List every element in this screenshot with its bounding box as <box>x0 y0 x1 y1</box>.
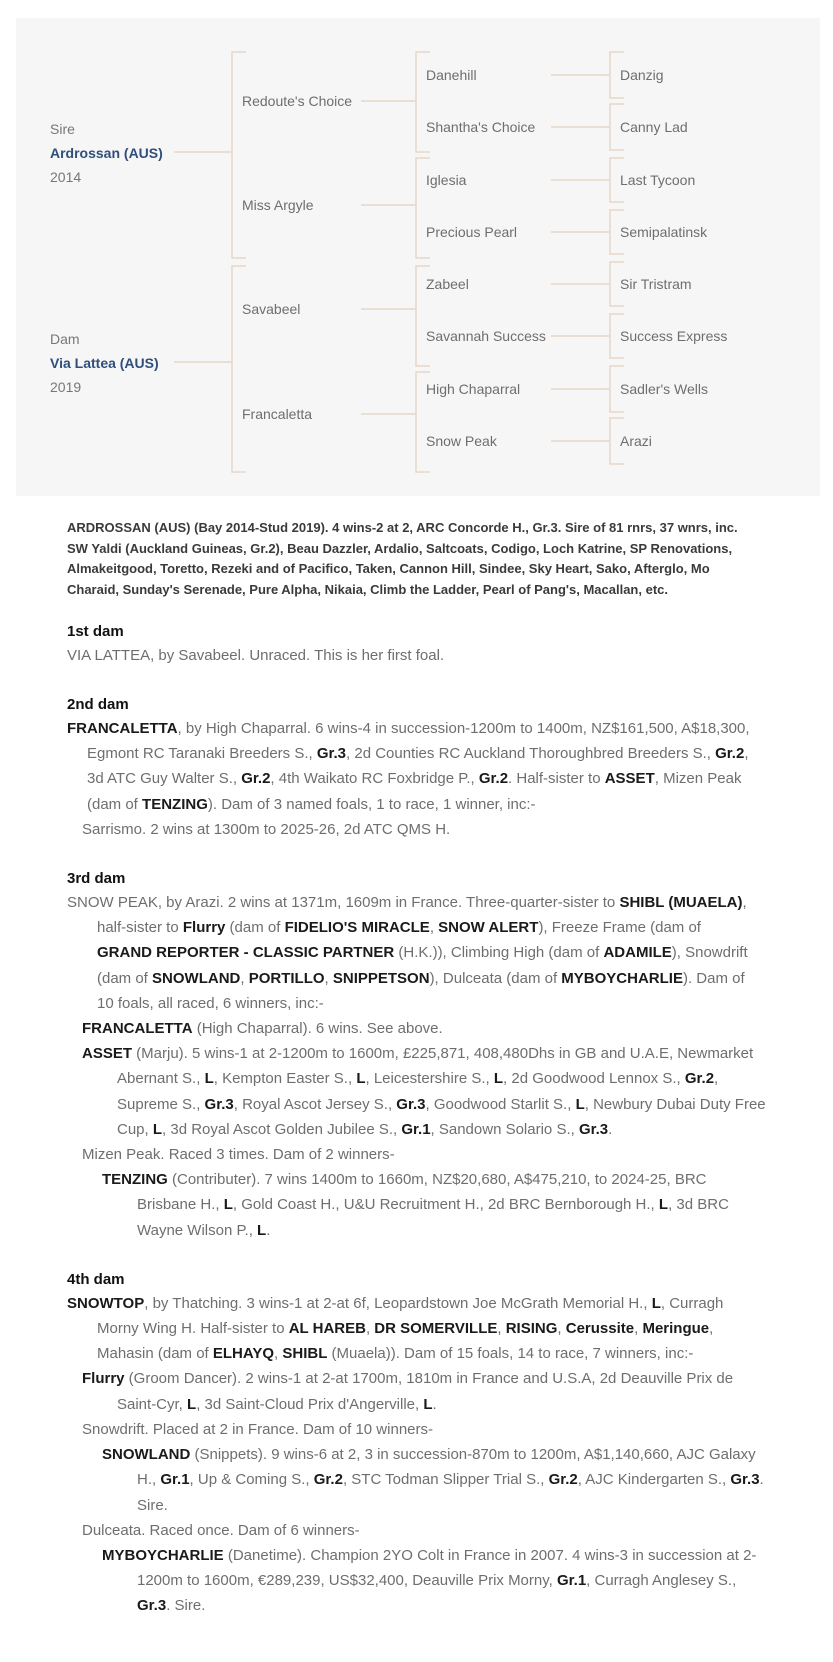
text-segment: Mahasin (dam of <box>97 1345 213 1363</box>
text-segment: , <box>744 745 749 763</box>
gen4-ancestor: Sadler's Wells <box>620 381 708 397</box>
dam-year: 2019 <box>50 379 82 395</box>
dam-label: Dam <box>50 331 80 347</box>
highlighted-name: L <box>493 1070 504 1088</box>
text-segment: Brisbane H., <box>137 1196 224 1214</box>
text-segment: , Curragh <box>660 1294 724 1312</box>
text-segment: , Curragh Anglesey S., <box>586 1572 737 1590</box>
highlighted-name: SHIBL (MUAELA) <box>619 894 743 912</box>
female-family-sections <box>67 623 767 1619</box>
text-segment: (Snippets). 9 wins-6 at 2, 3 in succession-870m to 1200m, A$1,140,660, AJC Galaxy <box>190 1446 756 1464</box>
text-segment: (dam of <box>87 795 143 813</box>
pedigree-text-line <box>67 890 767 915</box>
highlighted-name: L <box>575 1095 585 1113</box>
text-segment: ), Dulceata (dam of <box>429 969 562 987</box>
pedigree-text-line <box>67 716 767 741</box>
text-segment: . <box>759 1471 764 1489</box>
highlighted-name: Gr.3 <box>578 1120 609 1138</box>
text-segment: Mizen Peak. Raced 3 times. Dam of 2 winners- <box>82 1146 395 1164</box>
text-segment: , <box>709 1320 714 1338</box>
text-segment: . <box>266 1221 271 1239</box>
pedigree-text-line <box>67 1417 767 1442</box>
text-segment: , <box>274 1345 283 1363</box>
grandsire-dam-side: Savabeel <box>242 301 301 317</box>
highlighted-name: SHIBL <box>282 1345 328 1363</box>
text-segment: 3d ATC Guy Walter S., <box>87 770 242 788</box>
grandsire-sire-side: Redoute's Choice <box>242 93 353 109</box>
text-segment: Wayne Wilson P., <box>137 1221 258 1239</box>
pedigree-text-line <box>67 1218 767 1243</box>
gen3-ancestor: High Chaparral <box>426 381 521 397</box>
highlighted-name: TENZING <box>102 1171 168 1189</box>
text-segment: , 3d Royal Ascot Golden Jubilee S., <box>162 1120 402 1138</box>
pedigree-text-line <box>67 1442 767 1467</box>
text-segment: , by High Chaparral. 6 wins-4 in succession-1200m to 1400m, NZ$161,500, A$18,300, <box>177 720 750 738</box>
text-segment: , <box>240 969 249 987</box>
text-segment: . Half-sister to <box>508 770 605 788</box>
text-segment: , Gold Coast H., U&U Recruitment H., 2d BRC Bernborough H., <box>232 1196 659 1214</box>
highlighted-name: ASSET <box>604 770 655 788</box>
text-segment: , AJC Kindergarten S., <box>577 1471 731 1489</box>
text-segment: Sire. <box>137 1496 168 1514</box>
text-segment: , <box>714 1070 719 1088</box>
gen4-ancestor: Success Express <box>620 328 728 344</box>
pedigree-text-line <box>67 817 767 842</box>
text-segment: , <box>557 1320 566 1338</box>
highlighted-name: FIDELIO'S MIRACLE <box>284 919 430 937</box>
pedigree-bracket-lines <box>16 18 820 496</box>
gen4-ancestor: Last Tycoon <box>620 172 696 188</box>
text-segment: Saint-Cyr, <box>117 1395 188 1413</box>
gen3-ancestor: Savannah Success <box>426 328 546 344</box>
pedigree-text-line <box>67 1392 767 1417</box>
highlighted-name: Cerussite <box>565 1320 635 1338</box>
text-segment: , Kempton Easter S., <box>213 1070 357 1088</box>
text-segment: (Muaela)). Dam of 15 foals, 14 to race, 7 winners, inc:- <box>327 1345 694 1363</box>
highlighted-name: Gr.3 <box>316 745 347 763</box>
highlighted-name: FRANCALETTA <box>82 1020 193 1038</box>
highlighted-name: Meringue <box>642 1320 710 1338</box>
highlighted-name: SNOWLAND <box>102 1446 191 1464</box>
highlighted-name: L <box>152 1120 163 1138</box>
sire-label: Sire <box>50 121 75 137</box>
text-segment: . Sire. <box>166 1597 206 1615</box>
text-segment: , <box>634 1320 643 1338</box>
highlighted-name: DR SOMERVILLE <box>374 1320 498 1338</box>
text-segment: , 2d Counties RC Auckland Thoroughbred Breeders S., <box>346 745 716 763</box>
dam-section-title: 3rd dam <box>67 870 126 888</box>
highlighted-name: L <box>423 1395 433 1413</box>
highlighted-name: Gr.2 <box>715 745 745 763</box>
text-segment: , Up & Coming S., <box>189 1471 314 1489</box>
highlighted-name: PORTILLO <box>248 969 325 987</box>
highlighted-name: Flurry <box>82 1370 125 1388</box>
text-segment: , 2d Goodwood Lennox S., <box>503 1070 685 1088</box>
highlighted-name: Gr.3 <box>137 1597 167 1615</box>
pedigree-chart <box>16 18 820 496</box>
highlighted-name: L <box>651 1294 661 1312</box>
text-segment: , 4th Waikato RC Foxbridge P., <box>270 770 479 788</box>
highlighted-name: Gr.3 <box>204 1095 234 1113</box>
highlighted-name: L <box>187 1395 197 1413</box>
text-segment: , <box>497 1320 506 1338</box>
dam-section-title: 2nd dam <box>67 696 129 714</box>
text-segment: (dam of <box>225 919 285 937</box>
text-segment: , Mizen Peak <box>654 770 742 788</box>
highlighted-name: TENZING <box>142 795 208 813</box>
pedigree-text-line <box>67 1316 767 1341</box>
pedigree-text-line <box>67 1167 767 1192</box>
granddam-dam-side: Francaletta <box>242 406 313 422</box>
text-segment: Abernant S., <box>117 1070 205 1088</box>
highlighted-name: L <box>356 1070 366 1088</box>
granddam-sire-side: Miss Argyle <box>242 197 314 213</box>
pedigree-text-line <box>67 1518 767 1543</box>
pedigree-text-line <box>67 1543 767 1568</box>
dam-section <box>67 1271 767 1619</box>
highlighted-name: SNOWLAND <box>152 969 241 987</box>
gen3-ancestor: Snow Peak <box>426 433 497 449</box>
pedigree-text-line <box>67 1066 767 1091</box>
text-segment: , 3d BRC <box>668 1196 729 1214</box>
text-segment: Cup, <box>117 1120 153 1138</box>
pedigree-text-line <box>67 966 767 991</box>
pedigree-text-line <box>67 1092 767 1117</box>
highlighted-name: L <box>257 1221 267 1239</box>
highlighted-name: Gr.2 <box>548 1471 578 1489</box>
highlighted-name: Gr.2 <box>684 1070 715 1088</box>
highlighted-name: ADAMILE <box>603 944 672 962</box>
pedigree-text-line <box>67 1041 767 1066</box>
sire-summary-line: ARDROSSAN (AUS) (Bay 2014-Stud 2019). 4 wins-2 at 2, ARC Concorde H., Gr.3. Sire of 81 rnrs, 37 wnrs, inc. <box>67 520 738 535</box>
text-segment: (Contributer). 7 wins 1400m to 1660m, NZ$20,680, A$475,210, to 2024-25, BRC <box>167 1171 707 1189</box>
text-segment: (H.K.)), Climbing High (dam of <box>394 944 604 962</box>
pedigree-text-line <box>67 1142 767 1167</box>
sire-summary-line: SW Yaldi (Auckland Guineas, Gr.2), Beau Dazzler, Ardalio, Saltcoats, Codigo, Loch Katrine, SP Renovations, <box>67 540 733 556</box>
pedigree-text-line <box>67 1291 767 1316</box>
text-segment: , Leicestershire S., <box>365 1070 494 1088</box>
highlighted-name: L <box>204 1070 214 1088</box>
highlighted-name: Gr.2 <box>478 770 509 788</box>
dam-section-title: 4th dam <box>67 1270 125 1288</box>
dam-section <box>67 870 767 1243</box>
pedigree-text-line <box>67 940 767 965</box>
sire-summary <box>67 518 767 601</box>
text-segment: . <box>608 1120 613 1138</box>
text-segment: Snowdrift. Placed at 2 in France. Dam of 10 winners- <box>82 1420 433 1438</box>
highlighted-name: Gr.1 <box>556 1572 587 1590</box>
gen4-ancestor: Semipalatinsk <box>620 224 708 240</box>
gen3-ancestor: Precious Pearl <box>426 224 518 240</box>
text-segment: (Marju). 5 wins-1 at 2-1200m to 1600m, £225,871, 408,480Dhs in GB and U.A.E, Newmarket <box>132 1045 754 1063</box>
pedigree-text-line <box>67 1016 767 1041</box>
text-segment: , <box>365 1320 375 1338</box>
pedigree-text-line <box>67 1493 767 1518</box>
sire-name-link[interactable]: Ardrossan (AUS) <box>50 145 163 161</box>
highlighted-name: Gr.1 <box>160 1471 190 1489</box>
text-segment: H., <box>137 1471 161 1489</box>
pedigree-text-line <box>67 1467 767 1492</box>
pedigree-text-line <box>67 1568 767 1593</box>
highlighted-name: Gr.2 <box>313 1471 343 1489</box>
pedigree-text-line <box>67 741 767 766</box>
text-segment: , Goodwood Starlit S., <box>425 1095 576 1113</box>
pedigree-text-line <box>67 792 767 817</box>
gen3-ancestor: Danehill <box>426 67 477 83</box>
text-segment: , <box>429 919 439 937</box>
highlighted-name: SNIPPETSON <box>332 969 430 987</box>
highlighted-name: AL HAREB <box>288 1320 366 1338</box>
text-segment: (dam of <box>97 969 153 987</box>
gen4-ancestor: Canny Lad <box>620 119 688 135</box>
text-segment: VIA LATTEA, by Savabeel. Unraced. This is her first foal. <box>67 646 445 664</box>
gen4-ancestor: Arazi <box>620 433 652 449</box>
highlighted-name: L <box>658 1196 669 1214</box>
highlighted-name: L <box>223 1196 233 1214</box>
text-segment: (Danetime). Champion 2YO Colt in France in 2007. 4 wins-3 in succession at 2- <box>223 1546 757 1564</box>
sire-summary-line: Almakeitgood, Toretto, Rezeki and of Pacifico, Taken, Cannon Hill, Sindee, Sky Heart, Sako, Afterglo, Mo <box>67 561 710 577</box>
pedigree-text-line <box>67 766 767 791</box>
text-segment: ). Dam of 3 named foals, 1 to race, 1 winner, inc:- <box>207 795 536 813</box>
text-segment: half-sister to <box>97 919 183 937</box>
highlighted-name: FRANCALETTA <box>67 720 178 738</box>
highlighted-name: MYBOYCHARLIE <box>561 969 683 987</box>
highlighted-name: GRAND REPORTER - CLASSIC PARTNER <box>97 944 395 962</box>
highlighted-name: Gr.1 <box>401 1120 431 1138</box>
highlighted-name: Gr.2 <box>241 770 271 788</box>
text-segment: Sarrismo. 2 wins at 1300m to 2025-26, 2d ATC QMS H. <box>82 820 451 838</box>
highlighted-name: RISING <box>505 1320 558 1338</box>
dam-name-link[interactable]: Via Lattea (AUS) <box>50 355 159 371</box>
sire-summary-line: Charaid, Sunday's Serenade, Pure Alpha, Nikaia, Climb the Ladder, Pearl of Pang's, Macallan, etc. <box>67 582 669 598</box>
text-segment: Morny Wing H. Half-sister to <box>97 1320 289 1338</box>
text-segment: , <box>742 894 747 912</box>
highlighted-name: Gr.3 <box>730 1471 760 1489</box>
catalogue-page-body <box>67 518 767 1619</box>
gen3-ancestor: Zabeel <box>426 276 469 292</box>
text-segment: , <box>324 969 333 987</box>
text-segment: ). Dam of <box>682 969 745 987</box>
gen4-ancestor: Danzig <box>620 67 664 83</box>
highlighted-name: MYBOYCHARLIE <box>102 1546 224 1564</box>
gen3-ancestor: Shantha's Choice <box>426 119 536 135</box>
text-segment: Egmont RC Taranaki Breeders S., <box>87 745 317 763</box>
text-segment: , Sandown Solario S., <box>430 1120 579 1138</box>
pedigree-text-line <box>67 915 767 940</box>
pedigree-text-line <box>67 643 767 668</box>
text-segment: , 3d Saint-Cloud Prix d'Angerville, <box>196 1395 424 1413</box>
highlighted-name: SNOWTOP <box>67 1294 145 1312</box>
text-segment: SNOW PEAK, by Arazi. 2 wins at 1371m, 1609m in France. Three-quarter-sister to <box>67 894 620 912</box>
gen3-ancestor: Iglesia <box>426 172 467 188</box>
text-segment: ), Snowdrift <box>671 944 748 962</box>
text-segment: (High Chaparral). 6 wins. See above. <box>192 1020 443 1038</box>
text-segment: . <box>432 1395 437 1413</box>
text-segment: , Newbury Dubai Duty Free <box>584 1095 766 1113</box>
pedigree-text-line <box>67 1366 767 1391</box>
highlighted-name: SNOW ALERT <box>438 919 539 937</box>
pedigree-text-line <box>67 1593 767 1618</box>
text-segment: ), Freeze Frame (dam of <box>538 919 701 937</box>
text-segment: Dulceata. Raced once. Dam of 6 winners- <box>82 1521 360 1539</box>
text-segment: (Groom Dancer). 2 wins-1 at 2-at 1700m, 1810m in France and U.S.A, 2d Deauville Prix de <box>124 1370 734 1388</box>
gen4-ancestor: Sir Tristram <box>620 276 692 292</box>
text-segment: , Royal Ascot Jersey S., <box>233 1095 397 1113</box>
pedigree-text-line <box>67 1341 767 1366</box>
text-segment: 1200m to 1600m, €289,239, US$32,400, Deauville Prix Morny, <box>137 1572 557 1590</box>
text-segment: , by Thatching. 3 wins-1 at 2-at 6f, Leopardstown Joe McGrath Memorial H., <box>144 1294 652 1312</box>
pedigree-text-line <box>67 1192 767 1217</box>
highlighted-name: ASSET <box>82 1045 133 1063</box>
dam-section-title: 1st dam <box>67 622 124 640</box>
text-segment: Supreme S., <box>117 1095 205 1113</box>
sire-year: 2014 <box>50 169 82 185</box>
dam-section <box>67 696 767 842</box>
dam-section <box>67 623 767 668</box>
pedigree-text-line <box>67 991 767 1016</box>
pedigree-text-line <box>67 1117 767 1142</box>
highlighted-name: ELHAYQ <box>212 1345 275 1363</box>
highlighted-name: Gr.3 <box>396 1095 426 1113</box>
highlighted-name: Flurry <box>182 919 226 937</box>
text-segment: 10 foals, all raced, 6 winners, inc:- <box>97 994 324 1012</box>
text-segment: , STC Todman Slipper Trial S., <box>342 1471 549 1489</box>
